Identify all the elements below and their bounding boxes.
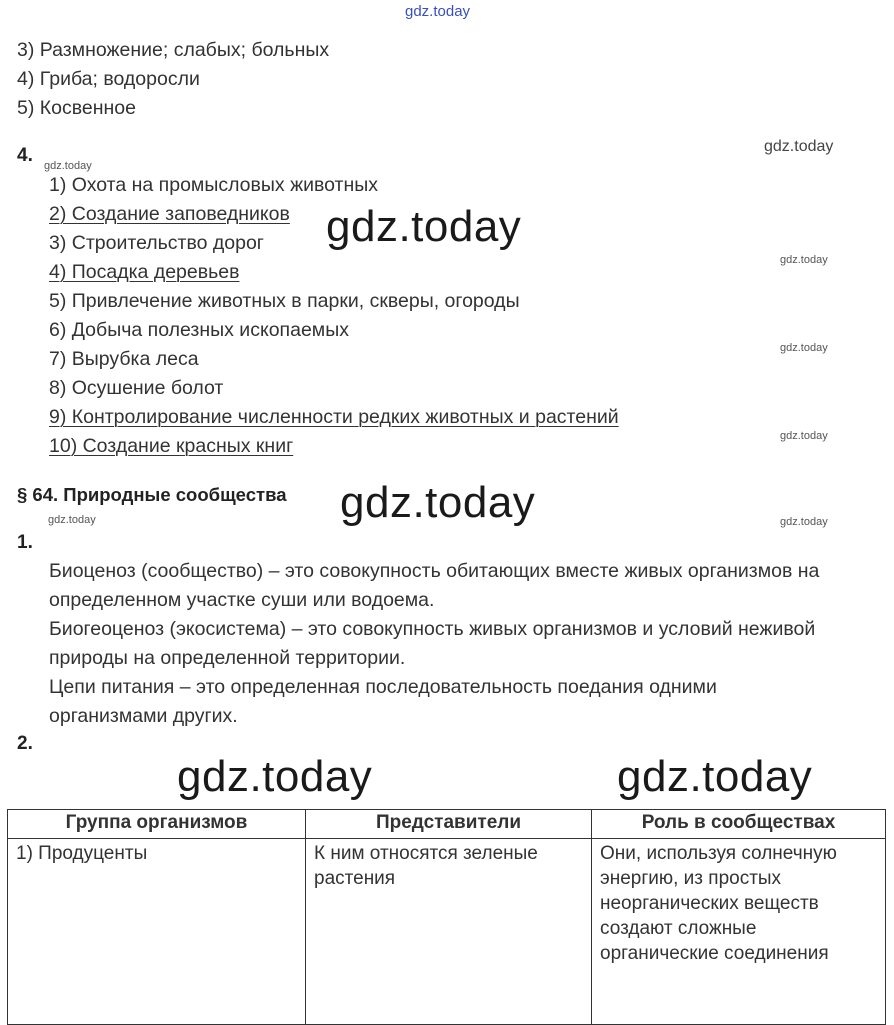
watermark-top: gdz.today bbox=[405, 3, 471, 20]
watermark-tiny: gdz.today bbox=[48, 514, 96, 526]
watermark-tiny: gdz.today bbox=[780, 342, 828, 354]
task4-item-4: 4) Посадка деревьев bbox=[49, 261, 240, 283]
header-role: Роль в сообществах bbox=[592, 810, 886, 839]
section-title: § 64. Природные сообщества bbox=[17, 484, 287, 505]
cell-representatives: К ним относятся зеленые растения bbox=[306, 839, 592, 1025]
task4-item-2: 2) Создание заповедников bbox=[49, 203, 290, 225]
task4-item-6: 6) Добыча полезных ископаемых bbox=[49, 319, 349, 341]
header-group: Группа организмов bbox=[8, 810, 306, 839]
table-header-row bbox=[8, 810, 886, 839]
watermark-big: gdz.today bbox=[340, 478, 536, 527]
answer-line-3: 3) Размножение; слабых; больных bbox=[17, 39, 330, 61]
task1-number: 1. bbox=[17, 532, 33, 553]
answer-line-4: 4) Гриба; водоросли bbox=[17, 68, 200, 90]
answer-line-5: 5) Косвенное bbox=[17, 97, 136, 119]
task4-item-7: 7) Вырубка леса bbox=[49, 348, 199, 370]
task4-item-1: 1) Охота на промысловых животных bbox=[49, 174, 379, 196]
header-representatives: Представители bbox=[306, 810, 592, 839]
organism-groups-table bbox=[7, 809, 886, 1025]
cell-role: Они, используя солнечную энергию, из простых неорганических веществ создают сложные органические соединения bbox=[592, 839, 886, 1025]
watermark-tiny: gdz.today bbox=[780, 516, 828, 528]
task4-item-3: 3) Строительство дорог bbox=[49, 232, 264, 254]
watermark-small: gdz.today bbox=[764, 138, 834, 155]
definition-biogeocenosis: Биогеоценоз (экосистема) – это совокупность живых организмов и условий неживой природы на определенной территории. bbox=[49, 618, 816, 669]
task2-number: 2. bbox=[17, 733, 33, 754]
definition-biocenosis: Биоценоз (сообщество) – это совокупность обитающих вместе живых организмов на определенном участке суши или водоема. bbox=[49, 560, 820, 611]
cell-group: 1) Продуценты bbox=[8, 839, 306, 1025]
task4-item-5: 5) Привлечение животных в парки, скверы, огороды bbox=[49, 290, 520, 312]
watermark-big: gdz.today bbox=[326, 202, 522, 251]
watermark-tiny: gdz.today bbox=[780, 254, 828, 266]
task4-item-10: 10) Создание красных книг bbox=[49, 435, 294, 457]
definition-food-chain: Цепи питания – это определенная последовательность поедания одними организмами других. bbox=[49, 676, 717, 727]
task4-item-9: 9) Контролирование численности редких животных и растений bbox=[49, 406, 619, 428]
task4-number: 4. bbox=[17, 145, 33, 166]
watermark-tiny: gdz.today bbox=[44, 160, 92, 172]
watermark-tiny: gdz.today bbox=[780, 430, 828, 442]
table-row bbox=[8, 839, 886, 1025]
watermark-big: gdz.today bbox=[617, 752, 813, 801]
task4-item-8: 8) Осушение болот bbox=[49, 377, 224, 399]
watermark-big: gdz.today bbox=[177, 752, 373, 801]
